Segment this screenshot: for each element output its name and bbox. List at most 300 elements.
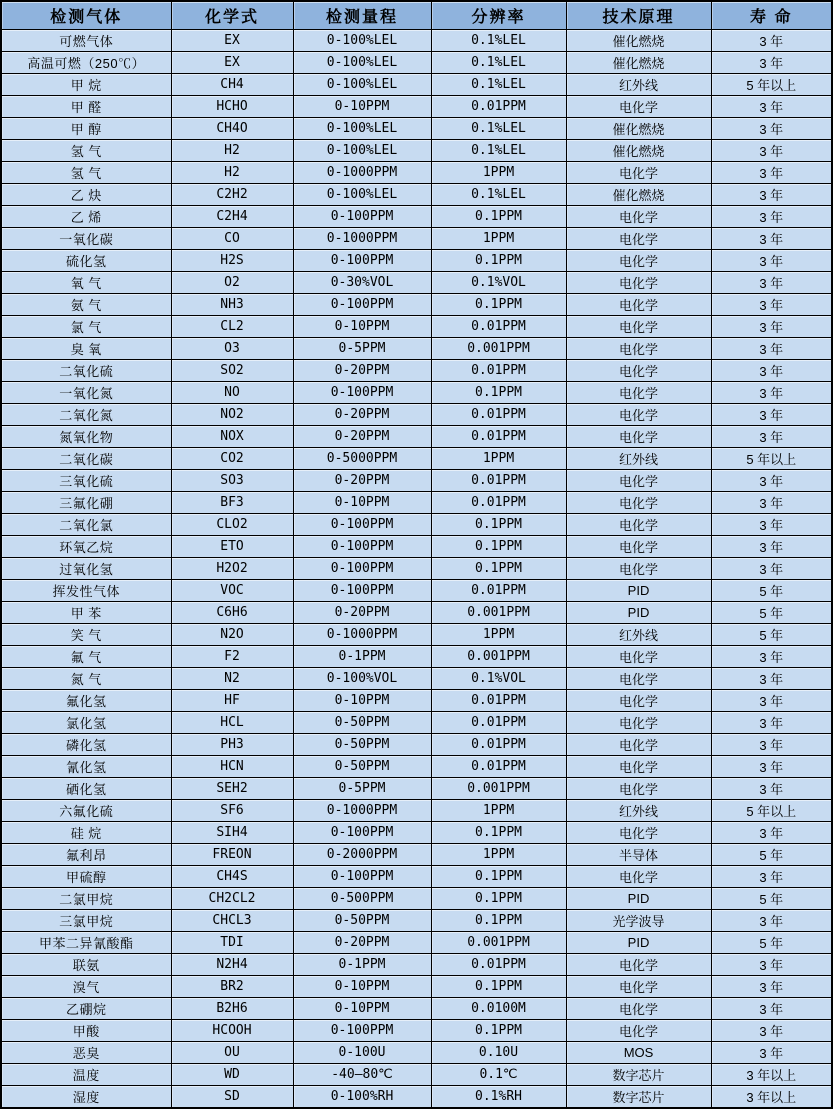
gas-name-cell: 氨 气 — [1, 294, 171, 316]
resolution-cell: 1PPM — [431, 228, 566, 250]
formula-cell: C2H4 — [171, 206, 293, 228]
formula-cell: CH4O — [171, 118, 293, 140]
table-row — [1, 228, 832, 250]
table-row — [1, 954, 832, 976]
principle-cell: 电化学 — [566, 338, 711, 360]
resolution-cell: 0.1℃ — [431, 1064, 566, 1086]
formula-cell: CHCL3 — [171, 910, 293, 932]
principle-cell: 电化学 — [566, 690, 711, 712]
lifespan-cell: 3 年 — [711, 822, 832, 844]
principle-cell: 光学波导 — [566, 910, 711, 932]
principle-cell: 电化学 — [566, 250, 711, 272]
range-cell: 0-1000PPM — [293, 162, 431, 184]
principle-cell: 电化学 — [566, 206, 711, 228]
principle-cell: 电化学 — [566, 866, 711, 888]
lifespan-cell: 3 年 — [711, 30, 832, 52]
range-cell: 0-100PPM — [293, 250, 431, 272]
resolution-cell: 0.01PPM — [431, 756, 566, 778]
principle-cell: 电化学 — [566, 404, 711, 426]
gas-name-cell: 湿度 — [1, 1086, 171, 1109]
formula-cell: H2S — [171, 250, 293, 272]
resolution-cell: 0.0100M — [431, 998, 566, 1020]
table-row — [1, 470, 832, 492]
gas-name-cell: 氟利昂 — [1, 844, 171, 866]
lifespan-cell: 3 年 — [711, 162, 832, 184]
lifespan-cell: 3 年以上 — [711, 1086, 832, 1109]
formula-cell: SIH4 — [171, 822, 293, 844]
lifespan-cell: 5 年 — [711, 602, 832, 624]
range-cell: 0-100PPM — [293, 822, 431, 844]
range-cell: 0-100%LEL — [293, 118, 431, 140]
principle-cell: 电化学 — [566, 228, 711, 250]
formula-cell: EX — [171, 52, 293, 74]
principle-cell: 电化学 — [566, 96, 711, 118]
formula-cell: SF6 — [171, 800, 293, 822]
resolution-cell: 0.1%LEL — [431, 118, 566, 140]
gas-name-cell: 温度 — [1, 1064, 171, 1086]
resolution-cell: 0.1PPM — [431, 822, 566, 844]
gas-name-cell: 二氧化碳 — [1, 448, 171, 470]
range-cell: 0-50PPM — [293, 734, 431, 756]
range-cell: 0-100PPM — [293, 558, 431, 580]
range-cell: 0-100PPM — [293, 536, 431, 558]
table-row — [1, 712, 832, 734]
formula-cell: B2H6 — [171, 998, 293, 1020]
table-row — [1, 602, 832, 624]
lifespan-cell: 5 年 — [711, 888, 832, 910]
gas-name-cell: 氰化氢 — [1, 756, 171, 778]
gas-name-cell: 氯 气 — [1, 316, 171, 338]
principle-cell: 电化学 — [566, 1020, 711, 1042]
gas-name-cell: 三氧化硫 — [1, 470, 171, 492]
resolution-cell: 0.1PPM — [431, 888, 566, 910]
table-row — [1, 294, 832, 316]
principle-cell: 电化学 — [566, 668, 711, 690]
gas-name-cell: 一氧化氮 — [1, 382, 171, 404]
lifespan-cell: 3 年 — [711, 184, 832, 206]
table-row — [1, 822, 832, 844]
table-row — [1, 932, 832, 954]
principle-cell: 催化燃烧 — [566, 184, 711, 206]
resolution-cell: 0.001PPM — [431, 932, 566, 954]
lifespan-cell: 5 年 — [711, 932, 832, 954]
table-row — [1, 492, 832, 514]
table-row — [1, 734, 832, 756]
principle-cell: 电化学 — [566, 162, 711, 184]
lifespan-cell: 3 年 — [711, 866, 832, 888]
table-row — [1, 800, 832, 822]
lifespan-cell: 3 年 — [711, 228, 832, 250]
table-body — [1, 30, 832, 1109]
resolution-cell: 0.001PPM — [431, 338, 566, 360]
range-cell: 0-2000PPM — [293, 844, 431, 866]
lifespan-cell: 5 年 — [711, 624, 832, 646]
lifespan-cell: 3 年 — [711, 250, 832, 272]
principle-cell: 电化学 — [566, 426, 711, 448]
formula-cell: H2 — [171, 162, 293, 184]
gas-name-cell: 氟 气 — [1, 646, 171, 668]
range-cell: 0-100%LEL — [293, 74, 431, 96]
range-cell: 0-100U — [293, 1042, 431, 1064]
formula-cell: SO3 — [171, 470, 293, 492]
lifespan-cell: 3 年 — [711, 426, 832, 448]
principle-cell: 数字芯片 — [566, 1064, 711, 1086]
lifespan-cell: 3 年 — [711, 910, 832, 932]
gas-name-cell: 硒化氢 — [1, 778, 171, 800]
gas-name-cell: 三氟化硼 — [1, 492, 171, 514]
range-cell: 0-100%LEL — [293, 52, 431, 74]
gas-name-cell: 氮氧化物 — [1, 426, 171, 448]
range-cell: 0-100%LEL — [293, 184, 431, 206]
header-gas-name: 检测气体 — [1, 1, 171, 30]
principle-cell: 电化学 — [566, 976, 711, 998]
range-cell: 0-5000PPM — [293, 448, 431, 470]
gas-name-cell: 乙 炔 — [1, 184, 171, 206]
resolution-cell: 1PPM — [431, 800, 566, 822]
gas-name-cell: 甲 醛 — [1, 96, 171, 118]
lifespan-cell: 3 年 — [711, 690, 832, 712]
gas-name-cell: 笑 气 — [1, 624, 171, 646]
resolution-cell: 1PPM — [431, 624, 566, 646]
formula-cell: O2 — [171, 272, 293, 294]
table-row — [1, 1042, 832, 1064]
gas-name-cell: 甲苯二异氰酸酯 — [1, 932, 171, 954]
lifespan-cell: 3 年 — [711, 976, 832, 998]
resolution-cell: 0.1%LEL — [431, 30, 566, 52]
resolution-cell: 0.1%LEL — [431, 74, 566, 96]
range-cell: 0-20PPM — [293, 360, 431, 382]
formula-cell: H2O2 — [171, 558, 293, 580]
resolution-cell: 0.1%LEL — [431, 140, 566, 162]
table-row — [1, 668, 832, 690]
gas-name-cell: 二氧化氮 — [1, 404, 171, 426]
lifespan-cell: 3 年 — [711, 316, 832, 338]
formula-cell: CH4S — [171, 866, 293, 888]
table-row — [1, 426, 832, 448]
resolution-cell: 0.01PPM — [431, 426, 566, 448]
range-cell: 0-20PPM — [293, 404, 431, 426]
table-row — [1, 206, 832, 228]
lifespan-cell: 3 年 — [711, 536, 832, 558]
principle-cell: 红外线 — [566, 74, 711, 96]
formula-cell: SD — [171, 1086, 293, 1109]
lifespan-cell: 5 年 — [711, 580, 832, 602]
principle-cell: 电化学 — [566, 756, 711, 778]
formula-cell: NOX — [171, 426, 293, 448]
formula-cell: SO2 — [171, 360, 293, 382]
gas-name-cell: 乙硼烷 — [1, 998, 171, 1020]
gas-name-cell: 氧 气 — [1, 272, 171, 294]
gas-name-cell: 过氧化氢 — [1, 558, 171, 580]
formula-cell: NO2 — [171, 404, 293, 426]
principle-cell: 半导体 — [566, 844, 711, 866]
resolution-cell: 0.001PPM — [431, 778, 566, 800]
table-row — [1, 52, 832, 74]
resolution-cell: 0.01PPM — [431, 734, 566, 756]
range-cell: 0-30%VOL — [293, 272, 431, 294]
gas-name-cell: 三氯甲烷 — [1, 910, 171, 932]
formula-cell: H2 — [171, 140, 293, 162]
formula-cell: O3 — [171, 338, 293, 360]
lifespan-cell: 5 年以上 — [711, 800, 832, 822]
resolution-cell: 0.01PPM — [431, 96, 566, 118]
lifespan-cell: 3 年 — [711, 404, 832, 426]
resolution-cell: 0.1PPM — [431, 536, 566, 558]
formula-cell: N2H4 — [171, 954, 293, 976]
lifespan-cell: 3 年 — [711, 668, 832, 690]
table-row — [1, 360, 832, 382]
formula-cell: HCOOH — [171, 1020, 293, 1042]
range-cell: 0-100%LEL — [293, 30, 431, 52]
formula-cell: HCHO — [171, 96, 293, 118]
range-cell: 0-100%VOL — [293, 668, 431, 690]
formula-cell: FREON — [171, 844, 293, 866]
principle-cell: 电化学 — [566, 470, 711, 492]
principle-cell: 红外线 — [566, 448, 711, 470]
formula-cell: N2 — [171, 668, 293, 690]
principle-cell: MOS — [566, 1042, 711, 1064]
principle-cell: 电化学 — [566, 822, 711, 844]
formula-cell: CL2 — [171, 316, 293, 338]
resolution-cell: 1PPM — [431, 162, 566, 184]
range-cell: 0-100PPM — [293, 206, 431, 228]
table-row — [1, 866, 832, 888]
range-cell: 0-1000PPM — [293, 800, 431, 822]
resolution-cell: 0.1PPM — [431, 294, 566, 316]
formula-cell: CO — [171, 228, 293, 250]
formula-cell: NH3 — [171, 294, 293, 316]
table-row — [1, 910, 832, 932]
principle-cell: 催化燃烧 — [566, 30, 711, 52]
gas-name-cell: 甲 烷 — [1, 74, 171, 96]
table-row — [1, 118, 832, 140]
formula-cell: EX — [171, 30, 293, 52]
gas-name-cell: 六氟化硫 — [1, 800, 171, 822]
resolution-cell: 0.01PPM — [431, 712, 566, 734]
range-cell: 0-10PPM — [293, 690, 431, 712]
gas-name-cell: 可燃气体 — [1, 30, 171, 52]
range-cell: 0-1000PPM — [293, 228, 431, 250]
resolution-cell: 0.01PPM — [431, 492, 566, 514]
resolution-cell: 0.10U — [431, 1042, 566, 1064]
gas-name-cell: 二氯甲烷 — [1, 888, 171, 910]
gas-name-cell: 恶臭 — [1, 1042, 171, 1064]
gas-name-cell: 氢 气 — [1, 140, 171, 162]
table-row — [1, 1020, 832, 1042]
gas-name-cell: 氟化氢 — [1, 690, 171, 712]
resolution-cell: 0.1PPM — [431, 558, 566, 580]
gas-name-cell: 磷化氢 — [1, 734, 171, 756]
lifespan-cell: 3 年 — [711, 954, 832, 976]
table-row — [1, 140, 832, 162]
resolution-cell: 0.1%VOL — [431, 272, 566, 294]
table-row — [1, 338, 832, 360]
table-row — [1, 580, 832, 602]
range-cell: 0-1PPM — [293, 954, 431, 976]
table-row — [1, 888, 832, 910]
formula-cell: HF — [171, 690, 293, 712]
lifespan-cell: 3 年 — [711, 338, 832, 360]
range-cell: 0-20PPM — [293, 932, 431, 954]
lifespan-cell: 3 年 — [711, 140, 832, 162]
range-cell: 0-20PPM — [293, 426, 431, 448]
resolution-cell: 0.1PPM — [431, 866, 566, 888]
lifespan-cell: 3 年 — [711, 272, 832, 294]
table-row — [1, 536, 832, 558]
resolution-cell: 0.1PPM — [431, 1020, 566, 1042]
resolution-cell: 0.01PPM — [431, 690, 566, 712]
lifespan-cell: 3 年 — [711, 206, 832, 228]
resolution-cell: 0.01PPM — [431, 404, 566, 426]
table-row — [1, 404, 832, 426]
formula-cell: C6H6 — [171, 602, 293, 624]
range-cell: 0-100PPM — [293, 866, 431, 888]
formula-cell: PH3 — [171, 734, 293, 756]
table-row — [1, 558, 832, 580]
header-row — [1, 1, 832, 30]
table-row — [1, 646, 832, 668]
resolution-cell: 0.1%LEL — [431, 184, 566, 206]
formula-cell: TDI — [171, 932, 293, 954]
gas-name-cell: 甲硫醇 — [1, 866, 171, 888]
gas-name-cell: 氮 气 — [1, 668, 171, 690]
range-cell: 0-50PPM — [293, 712, 431, 734]
principle-cell: 电化学 — [566, 536, 711, 558]
lifespan-cell: 3 年 — [711, 712, 832, 734]
principle-cell: 电化学 — [566, 954, 711, 976]
header-chemical-formula: 化学式 — [171, 1, 293, 30]
lifespan-cell: 3 年 — [711, 1042, 832, 1064]
gas-name-cell: 甲 苯 — [1, 602, 171, 624]
formula-cell: CH4 — [171, 74, 293, 96]
resolution-cell: 0.1PPM — [431, 250, 566, 272]
resolution-cell: 0.1%VOL — [431, 668, 566, 690]
formula-cell: CH2CL2 — [171, 888, 293, 910]
resolution-cell: 0.1PPM — [431, 910, 566, 932]
table-row — [1, 316, 832, 338]
resolution-cell: 0.001PPM — [431, 602, 566, 624]
principle-cell: 催化燃烧 — [566, 118, 711, 140]
gas-name-cell: 氢 气 — [1, 162, 171, 184]
gas-name-cell: 乙 烯 — [1, 206, 171, 228]
table-row — [1, 96, 832, 118]
lifespan-cell: 3 年 — [711, 470, 832, 492]
formula-cell: NO — [171, 382, 293, 404]
table-row — [1, 1064, 832, 1086]
table-row — [1, 162, 832, 184]
table-row — [1, 1086, 832, 1109]
lifespan-cell: 3 年以上 — [711, 1064, 832, 1086]
gas-name-cell: 臭 氧 — [1, 338, 171, 360]
formula-cell: BR2 — [171, 976, 293, 998]
principle-cell: 电化学 — [566, 382, 711, 404]
range-cell: 0-50PPM — [293, 910, 431, 932]
principle-cell: 电化学 — [566, 998, 711, 1020]
principle-cell: PID — [566, 932, 711, 954]
range-cell: 0-5PPM — [293, 338, 431, 360]
table-row — [1, 690, 832, 712]
lifespan-cell: 3 年 — [711, 294, 832, 316]
gas-name-cell: 氯化氢 — [1, 712, 171, 734]
resolution-cell: 0.01PPM — [431, 580, 566, 602]
gas-name-cell: 高温可燃（250℃） — [1, 52, 171, 74]
formula-cell: HCN — [171, 756, 293, 778]
resolution-cell: 1PPM — [431, 448, 566, 470]
lifespan-cell: 3 年 — [711, 756, 832, 778]
lifespan-cell: 3 年 — [711, 492, 832, 514]
range-cell: -40—80℃ — [293, 1064, 431, 1086]
lifespan-cell: 3 年 — [711, 514, 832, 536]
table-row — [1, 756, 832, 778]
header-resolution: 分辨率 — [431, 1, 566, 30]
range-cell: 0-100%RH — [293, 1086, 431, 1109]
resolution-cell: 0.1PPM — [431, 382, 566, 404]
gas-name-cell: 甲 醇 — [1, 118, 171, 140]
table-row — [1, 184, 832, 206]
formula-cell: CLO2 — [171, 514, 293, 536]
principle-cell: 红外线 — [566, 624, 711, 646]
table-row — [1, 382, 832, 404]
principle-cell: PID — [566, 580, 711, 602]
principle-cell: 电化学 — [566, 272, 711, 294]
principle-cell: 催化燃烧 — [566, 140, 711, 162]
range-cell: 0-5PPM — [293, 778, 431, 800]
header-lifespan: 寿 命 — [711, 1, 832, 30]
resolution-cell: 0.01PPM — [431, 360, 566, 382]
principle-cell: 电化学 — [566, 712, 711, 734]
range-cell: 0-10PPM — [293, 976, 431, 998]
formula-cell: C2H2 — [171, 184, 293, 206]
gas-name-cell: 硫化氢 — [1, 250, 171, 272]
range-cell: 0-10PPM — [293, 492, 431, 514]
lifespan-cell: 5 年以上 — [711, 74, 832, 96]
table-row — [1, 74, 832, 96]
principle-cell: 电化学 — [566, 360, 711, 382]
table-row — [1, 514, 832, 536]
resolution-cell: 0.01PPM — [431, 470, 566, 492]
lifespan-cell: 3 年 — [711, 734, 832, 756]
range-cell: 0-10PPM — [293, 316, 431, 338]
range-cell: 0-100PPM — [293, 580, 431, 602]
lifespan-cell: 5 年以上 — [711, 448, 832, 470]
resolution-cell: 0.1PPM — [431, 514, 566, 536]
range-cell: 0-50PPM — [293, 756, 431, 778]
gas-name-cell: 挥发性气体 — [1, 580, 171, 602]
range-cell: 0-100PPM — [293, 514, 431, 536]
principle-cell: 红外线 — [566, 800, 711, 822]
formula-cell: WD — [171, 1064, 293, 1086]
formula-cell: HCL — [171, 712, 293, 734]
formula-cell: BF3 — [171, 492, 293, 514]
resolution-cell: 0.1%RH — [431, 1086, 566, 1109]
table-row — [1, 778, 832, 800]
principle-cell: 催化燃烧 — [566, 52, 711, 74]
gas-name-cell: 环氧乙烷 — [1, 536, 171, 558]
range-cell: 0-100PPM — [293, 294, 431, 316]
lifespan-cell: 3 年 — [711, 360, 832, 382]
range-cell: 0-20PPM — [293, 470, 431, 492]
lifespan-cell: 5 年 — [711, 844, 832, 866]
lifespan-cell: 3 年 — [711, 96, 832, 118]
resolution-cell: 0.1PPM — [431, 206, 566, 228]
lifespan-cell: 3 年 — [711, 778, 832, 800]
formula-cell: CO2 — [171, 448, 293, 470]
lifespan-cell: 3 年 — [711, 558, 832, 580]
table-row — [1, 272, 832, 294]
principle-cell: 电化学 — [566, 558, 711, 580]
table-row — [1, 448, 832, 470]
formula-cell: OU — [171, 1042, 293, 1064]
